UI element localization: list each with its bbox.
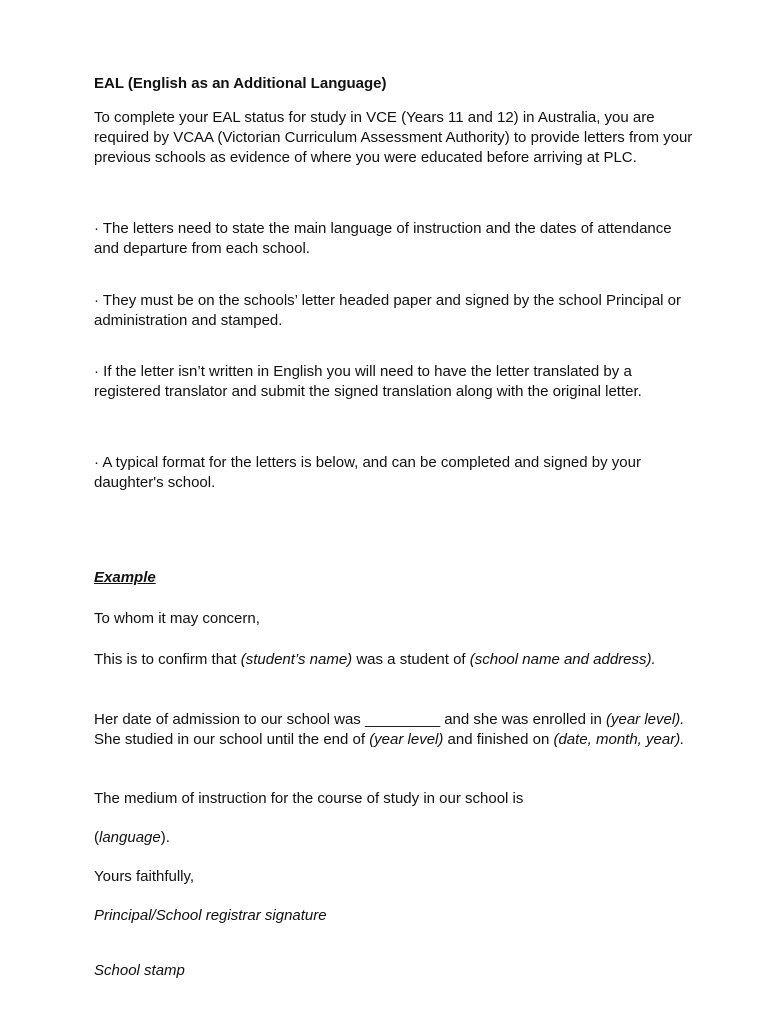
year-level-placeholder-1: (year level). [606,711,685,728]
example-heading: Example [94,569,156,586]
school-stamp-line: School stamp [94,962,185,979]
bullet-language-instruction: · The letters need to state the main language of instruction and the dates of attendance and departure from each school. [94,220,672,257]
confirm-text-2: was a student of [352,651,470,668]
admission-text-2: She studied in our school until the end of [94,731,370,748]
language-line [94,828,694,848]
bullet-letter-headed-paper: · They must be on the schools’ letter headed paper and signed by the school Principal or administration and stamped. [94,292,682,329]
salutation: To whom it may concern, [94,610,260,627]
confirm-paragraph [94,650,694,670]
intro-paragraph: To complete your EAL status for study in VCE (Years 11 and 12) in Australia, you are required by VCAA (Victorian Curriculum Assessment Authority) to provide letters from your previous schools as evidence of where you were educated before arriving at PLC. [94,109,693,166]
signature-line: Principal/School registrar signature [94,907,327,924]
language-open: ( [94,829,99,846]
bullet-translation: · If the letter isn’t written in English you will need to have the letter translated by a registered translator and submit the signed translation along with the original letter. [94,363,642,400]
school-name-placeholder: (school name and address). [469,651,656,668]
closing: Yours faithfully, [94,868,195,885]
admission-text-3: and finished on [443,731,554,748]
language-placeholder: language [99,829,161,846]
admission-text-1: Her date of admission to our school was _________ and she was enrolled in [94,711,606,728]
student-name-placeholder: (student’s name) [240,651,353,668]
date-placeholder: (date, month, year). [553,731,685,748]
language-close: ). [160,829,170,846]
medium-of-instruction: The medium of instruction for the course of study in our school is [94,790,524,807]
document-heading: EAL (English as an Additional Language) [94,75,387,92]
admission-paragraph [94,710,694,750]
confirm-text-1: This is to confirm that [94,651,241,668]
year-level-placeholder-2: (year level) [369,731,444,748]
bullet-typical-format: · A typical format for the letters is below, and can be completed and signed by your daughter's school. [94,454,641,491]
